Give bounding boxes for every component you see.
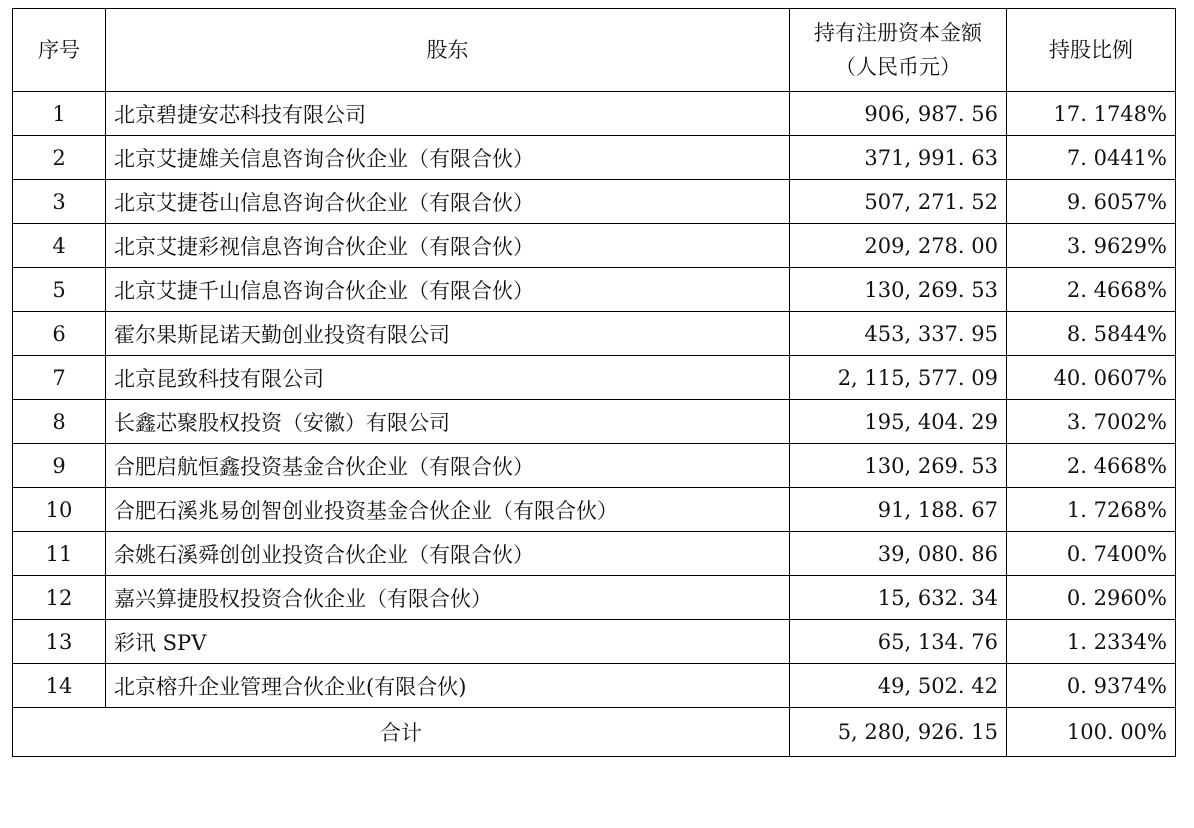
registered-capital-amount: 65, 134. 76 [790, 620, 1007, 664]
registered-capital-amount: 49, 502. 42 [790, 664, 1007, 708]
shareholding-ratio: 40. 0607% [1007, 356, 1176, 400]
row-number: 3 [13, 180, 106, 224]
registered-capital-amount: 91, 188. 67 [790, 488, 1007, 532]
total-ratio: 100. 00% [1007, 708, 1176, 757]
table-body [13, 92, 1176, 708]
table-row [13, 664, 1176, 708]
shareholder-name: 合肥启航恒鑫投资基金合伙企业（有限合伙） [106, 444, 790, 488]
shareholder-name: 北京碧捷安芯科技有限公司 [106, 92, 790, 136]
row-number: 9 [13, 444, 106, 488]
registered-capital-amount: 371, 991. 63 [790, 136, 1007, 180]
shareholding-ratio: 8. 5844% [1007, 312, 1176, 356]
total-amount: 5, 280, 926. 15 [790, 708, 1007, 757]
registered-capital-amount: 15, 632. 34 [790, 576, 1007, 620]
registered-capital-amount: 453, 337. 95 [790, 312, 1007, 356]
shareholding-ratio: 2. 4668% [1007, 268, 1176, 312]
shareholder-name: 嘉兴算捷股权投资合伙企业（有限合伙） [106, 576, 790, 620]
table-row [13, 532, 1176, 576]
row-number: 4 [13, 224, 106, 268]
row-number: 11 [13, 532, 106, 576]
shareholder-name: 北京艾捷苍山信息咨询合伙企业（有限合伙） [106, 180, 790, 224]
table-row [13, 620, 1176, 664]
row-number: 13 [13, 620, 106, 664]
shareholder-name: 北京艾捷雄关信息咨询合伙企业（有限合伙） [106, 136, 790, 180]
header-row [13, 9, 1176, 92]
shareholding-ratio: 17. 1748% [1007, 92, 1176, 136]
shareholding-ratio: 3. 7002% [1007, 400, 1176, 444]
shareholding-ratio: 1. 2334% [1007, 620, 1176, 664]
shareholding-ratio: 3. 9629% [1007, 224, 1176, 268]
table-row [13, 92, 1176, 136]
registered-capital-amount: 130, 269. 53 [790, 444, 1007, 488]
row-number: 12 [13, 576, 106, 620]
shareholder-name: 北京榕升企业管理合伙企业(有限合伙) [106, 664, 790, 708]
registered-capital-amount: 906, 987. 56 [790, 92, 1007, 136]
row-number: 7 [13, 356, 106, 400]
shareholder-name: 北京艾捷彩视信息咨询合伙企业（有限合伙） [106, 224, 790, 268]
row-number: 8 [13, 400, 106, 444]
registered-capital-amount: 2, 115, 577. 09 [790, 356, 1007, 400]
shareholding-ratio: 0. 7400% [1007, 532, 1176, 576]
row-number: 6 [13, 312, 106, 356]
registered-capital-amount: 195, 404. 29 [790, 400, 1007, 444]
table-row [13, 268, 1176, 312]
registered-capital-amount: 209, 278. 00 [790, 224, 1007, 268]
row-number: 10 [13, 488, 106, 532]
table-row [13, 444, 1176, 488]
row-number: 14 [13, 664, 106, 708]
registered-capital-amount: 39, 080. 86 [790, 532, 1007, 576]
table-row [13, 488, 1176, 532]
total-label: 合计 [13, 708, 790, 757]
shareholder-table [12, 8, 1176, 757]
table-row [13, 400, 1176, 444]
shareholder-name: 北京艾捷千山信息咨询合伙企业（有限合伙） [106, 268, 790, 312]
total-row [13, 708, 1176, 757]
shareholder-name: 长鑫芯聚股权投资（安徽）有限公司 [106, 400, 790, 444]
header-amount: 持有注册资本金额（人民币元） [790, 9, 1007, 92]
header-no: 序号 [13, 9, 106, 92]
registered-capital-amount: 507, 271. 52 [790, 180, 1007, 224]
row-number: 2 [13, 136, 106, 180]
shareholder-name: 北京昆致科技有限公司 [106, 356, 790, 400]
shareholding-ratio: 7. 0441% [1007, 136, 1176, 180]
row-number: 5 [13, 268, 106, 312]
header-ratio: 持股比例 [1007, 9, 1176, 92]
table-row [13, 356, 1176, 400]
shareholder-name: 合肥石溪兆易创智创业投资基金合伙企业（有限合伙） [106, 488, 790, 532]
table-row [13, 136, 1176, 180]
shareholder-name: 彩讯 SPV [106, 620, 790, 664]
shareholding-ratio: 0. 9374% [1007, 664, 1176, 708]
table-row [13, 576, 1176, 620]
table-row [13, 224, 1176, 268]
shareholding-ratio: 1. 7268% [1007, 488, 1176, 532]
shareholder-name: 霍尔果斯昆诺天勤创业投资有限公司 [106, 312, 790, 356]
shareholder-name: 余姚石溪舜创创业投资合伙企业（有限合伙） [106, 532, 790, 576]
row-number: 1 [13, 92, 106, 136]
shareholding-ratio: 0. 2960% [1007, 576, 1176, 620]
table-row [13, 180, 1176, 224]
shareholding-ratio: 9. 6057% [1007, 180, 1176, 224]
table-row [13, 312, 1176, 356]
header-shareholder: 股东 [106, 9, 790, 92]
shareholding-ratio: 2. 4668% [1007, 444, 1176, 488]
registered-capital-amount: 130, 269. 53 [790, 268, 1007, 312]
